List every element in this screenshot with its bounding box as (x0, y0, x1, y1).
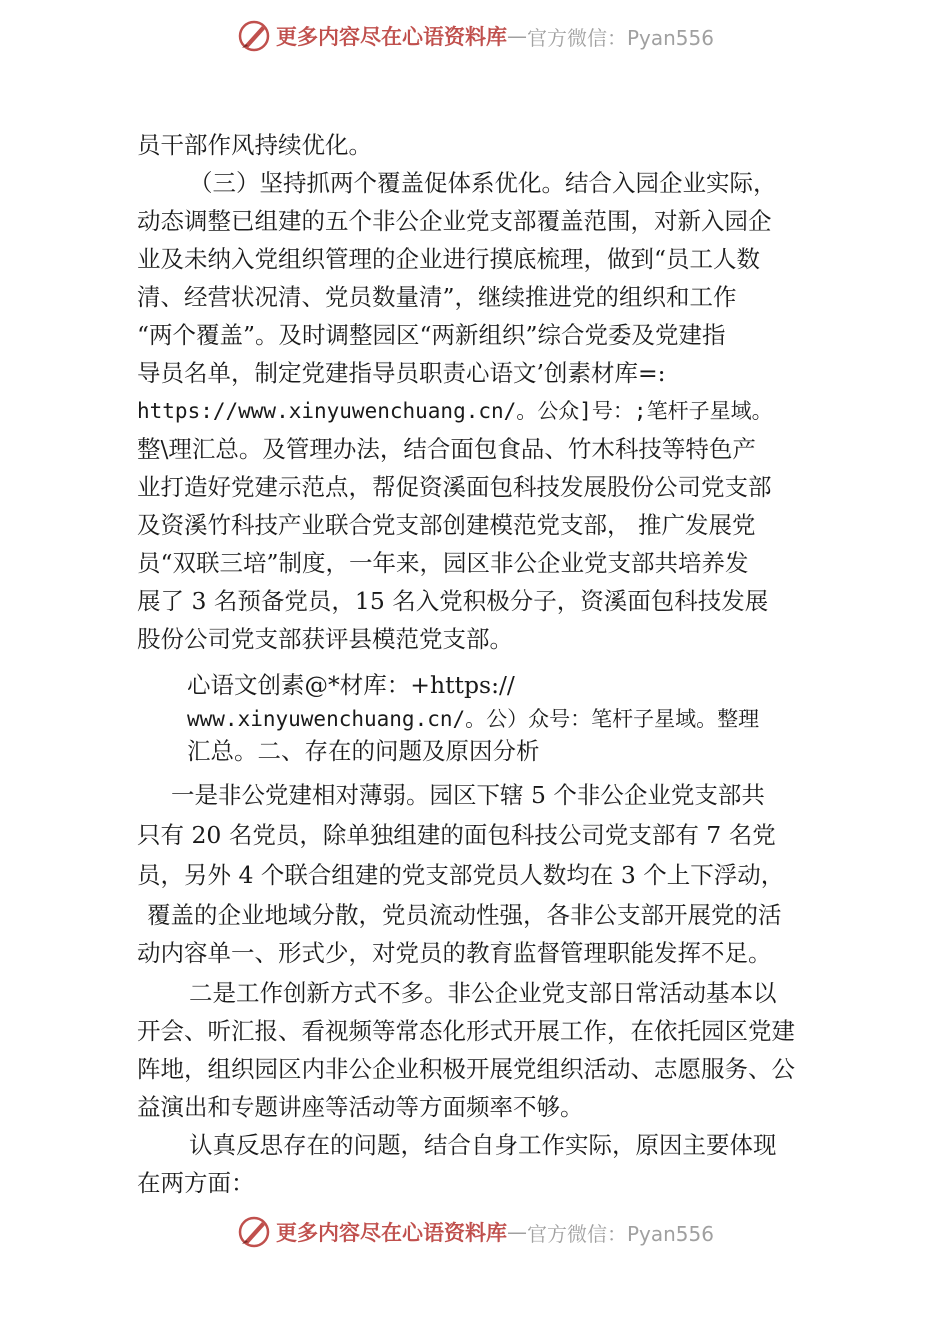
text-line: 业及未纳入党组织管理的企业进行摸底梳理，做到“员工人数 (137, 245, 761, 273)
text-line: 开会、听汇报、看视频等常态化形式开展工作，在依托园区党建 (137, 1017, 795, 1045)
text-line: 汇总。二、存在的问题及原因分析 (187, 737, 540, 765)
text-line: 业打造好党建示范点，帮促资溪面包科技发展股份公司党支部 (137, 473, 772, 501)
text-line: （三）坚持抓两个覆盖促体系优化。结合入园企业实际， (189, 169, 777, 197)
text-line: 心语文创素@*材库：+https:// (187, 671, 515, 699)
watermark-left-text: 更多内容尽在心语资料库 (275, 25, 507, 49)
text-line: 阵地，组织园区内非公企业积极开展党组织活动、志愿服务、公 (137, 1055, 795, 1083)
text-line: 导员名单，制定党建指导员职责心语文’创素材库=: (137, 359, 666, 387)
text-line: “两个覆盖”。及时调整园区“两新组织”综合党委及党建指 (137, 321, 726, 349)
text-line: 覆盖的企业地域分散，党员流动性强，各非公支部开展党的活 (147, 901, 782, 929)
watermark-right-text: 官方微信：Pyan556 (526, 1221, 714, 1246)
watermark-left-text: 更多内容尽在心语资料库 (275, 1221, 507, 1245)
text-line: https://www.xinyuwenchuang.cn/。公众]号：;笔杆子星域。 (137, 399, 773, 423)
pen-logo-icon (236, 1214, 272, 1250)
text-line: 动内容单一、形式少，对党员的教育监督管理职能发挥不足。 (137, 939, 772, 967)
pen-logo-icon (236, 18, 272, 54)
text-line: 二是工作创新方式不多。非公企业党支部日常活动基本以 (189, 979, 777, 1007)
watermark-separator: — (506, 24, 527, 48)
text-line: 认真反思存在的问题，结合自身工作实际，原因主要体现 (189, 1131, 777, 1159)
watermark-right-text: 官方微信：Pyan556 (526, 25, 714, 50)
text-line: 员干部作风持续优化。 (137, 131, 372, 159)
text-line: 展了 3 名预备党员，15 名入党积极分子，资溪面包科技发展 (137, 587, 769, 615)
text-line: 股份公司党支部获评县模范党支部。 (137, 625, 513, 653)
watermark-separator: — (506, 1220, 527, 1244)
text-line: 清、经营状况清、党员数量清”，继续推进党的组织和工作 (137, 283, 737, 311)
text-line: 在两方面： (137, 1169, 255, 1197)
text-line: 员，另外 4 个联合组建的党支部党员人数均在 3 个上下浮动， (137, 861, 785, 889)
header-watermark (0, 16, 950, 56)
text-line: 员“双联三培”制度，一年来，园区非公企业党支部共培养发 (137, 549, 749, 577)
text-line: 只有 20 名党员，除单独组建的面包科技公司党支部有 7 名党 (137, 821, 776, 849)
footer-watermark (0, 1212, 950, 1252)
text-line: 整\理汇总。及管理办法，结合面包食品、竹木科技等特色产 (137, 435, 756, 463)
text-line: 动态调整已组建的五个非公企业党支部覆盖范围，对新入园企 (137, 207, 772, 235)
text-line: 一是非公党建相对薄弱。园区下辖 5 个非公企业党支部共 (171, 781, 765, 809)
text-line: 及资溪竹科技产业联合党支部创建模范党支部， 推广发展党 (137, 511, 756, 539)
text-line: 益演出和专题讲座等活动等方面频率不够。 (137, 1093, 584, 1121)
text-line: www.xinyuwenchuang.cn/。公）众号：笔杆子星域。整理 (187, 707, 760, 731)
